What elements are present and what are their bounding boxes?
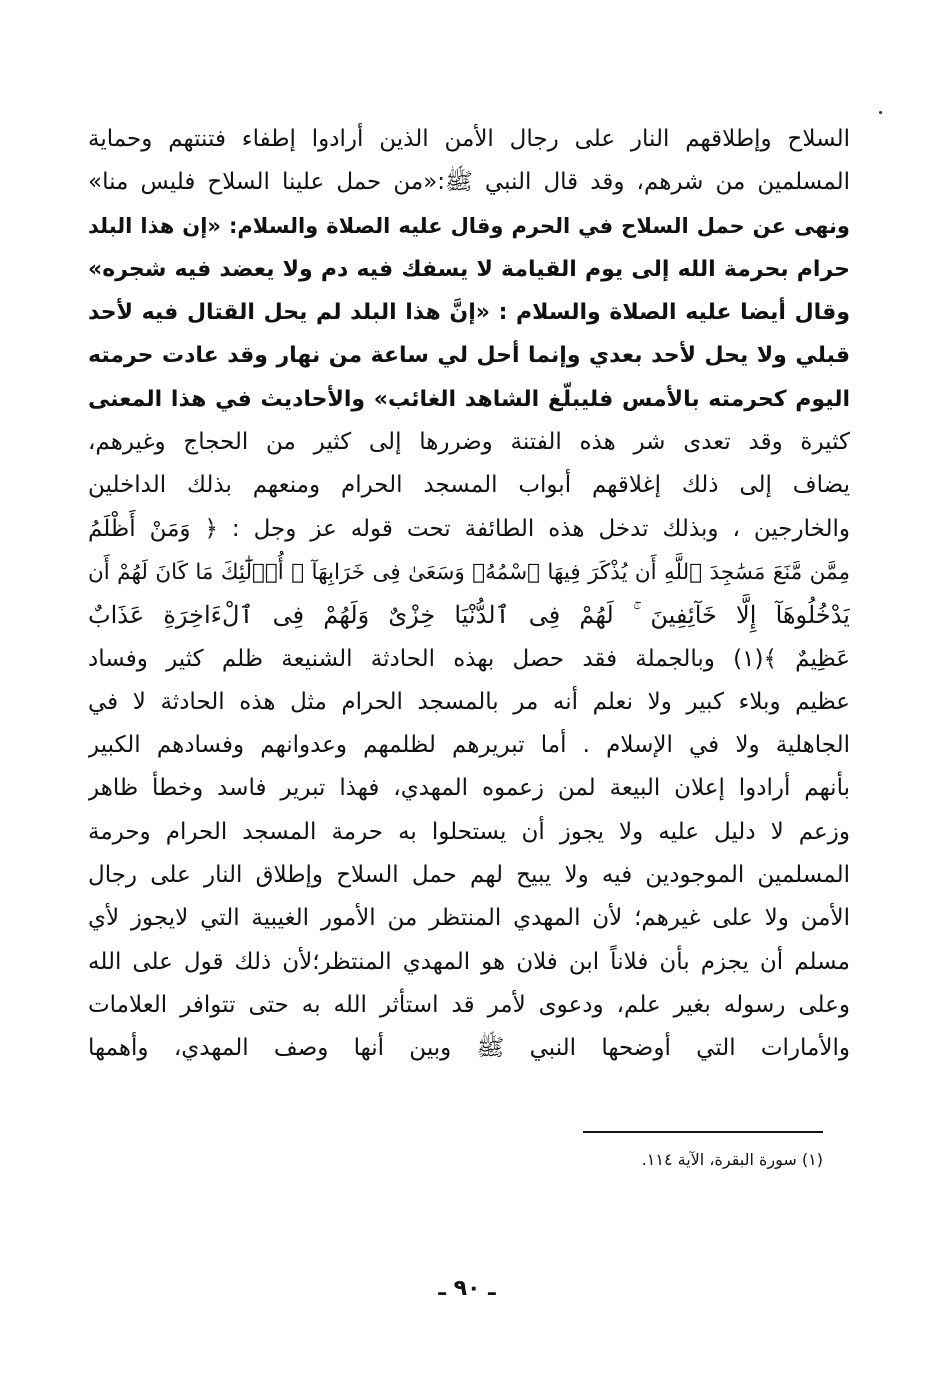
text-line: السلاح وإطلاقهم النار على رجال الأمن الذين أرادوا إطفاء فتنتهم وحماية	[88, 126, 850, 152]
text-line: كثيرة وقد تعدى شر هذه الفتنة وضررها إلى كثير من الحجاج وغيرهم،	[88, 429, 850, 456]
text-line: والخارجين ، وبذلك تدخل هذه الطائفة تحت قوله عز وجل : ﴿ وَمَنْ أَظْلَمُ	[88, 515, 850, 542]
text-line: مسلم أن يجزم بأن فلاناً ابن فلان هو المهدي المنتظر؛لأن ذلك قول على الله	[88, 948, 850, 975]
text-line: عَظِيمٌ ﴾(١) وبالجملة فقد حصل بهذه الحادثة الشنيعة ظلم كثير وفساد	[88, 645, 850, 672]
text-line: وزعم لا دليل عليه ولا يجوز أن يستحلوا به حرمة المسجد الحرام وحرمة	[88, 818, 850, 845]
text-line: المسلمين من شرهم، وقد قال النبي ﷺ:«من حمل علينا السلاح فليس منا»	[88, 169, 850, 196]
text-line: ونهى عن حمل السلاح في الحرم وقال عليه الصلاة والسلام: «إن هذا البلد	[88, 213, 850, 238]
text-line: المسلمين الموجودين فيه ولا يبيح لهم حمل السلاح وإطلاق النار على رجال	[88, 862, 850, 889]
quran-verse-line: يَدْخُلُوهَآ إِلَّا خَآئِفِينَ ۚ لَهُمْ فِى ٱلدُّنْيَا خِزْىٌ وَلَهُمْ فِى ٱلْءَاخِرَةِ عَذَابٌ	[88, 601, 850, 630]
text-line: وقال أيضا عليه الصلاة والسلام : «إنَّ هذا البلد لم يحل القتال فيه لأحد	[88, 300, 850, 326]
text-line: الجاهلية ولا في الإسلام . أما تبريرهم لظلمهم وعدوانهم وفسادهم الكبير	[88, 732, 850, 759]
text-line: قبلي ولا يحل لأحد بعدي وإنما أحل لي ساعة من نهار وقد عادت حرمته	[88, 343, 850, 369]
margin-mark	[879, 111, 882, 114]
text-line: عظيم وبلاء كبير ولا نعلم أنه مر بالمسجد الحرام مثل هذه الحادثة لا في	[88, 688, 850, 715]
text-line: الأمن ولا على غيرهم؛ لأن المهدي المنتظر من الأمور الغيبية التي لايجوز لأي	[88, 905, 850, 932]
text-line: وعلى رسوله بغير علم، ودعوى لأمر قد استأثر الله به حتى تتوافر العلامات	[88, 991, 850, 1018]
quran-verse-line: مِمَّن مَّنَعَ مَسَٰجِدَ ٱللَّهِ أَن يُذْكَرَ فِيهَا ٱسْمُهُۥ وَسَعَىٰ فِى خَرَابِهَآ ۚ أُو۟لَٰٓئِكَ مَا كَانَ لَهُمْ أَن	[88, 559, 850, 585]
footnote-separator	[583, 1131, 823, 1133]
page-number: ـ ٩٠ ـ	[438, 1276, 496, 1301]
text-line: حرام بحرمة الله إلى يوم القيامة لا يسفك فيه دم ولا يعضد فيه شجره»	[88, 256, 850, 282]
footnote: (١) سورة البقرة، الآية ١١٤.	[641, 1150, 823, 1169]
body-text	[88, 118, 850, 1071]
text-line: يضاف إلى ذلك إغلاقهم أبواب المسجد الحرام ومنعهم بذلك الداخلين	[88, 472, 850, 499]
text-line: اليوم كحرمته بالأمس فليبلّغ الشاهد الغائب» والأحاديث في هذا المعنى	[88, 386, 850, 412]
text-line: بأنهم أرادوا إعلان البيعة لمن زعموه المهدي، فهذا تبرير فاسد وخطأ ظاهر	[88, 775, 850, 802]
text-line: والأمارات التي أوضحها النبي ﷺ وبين أنها وصف المهدي، وأهمها	[88, 1035, 850, 1062]
